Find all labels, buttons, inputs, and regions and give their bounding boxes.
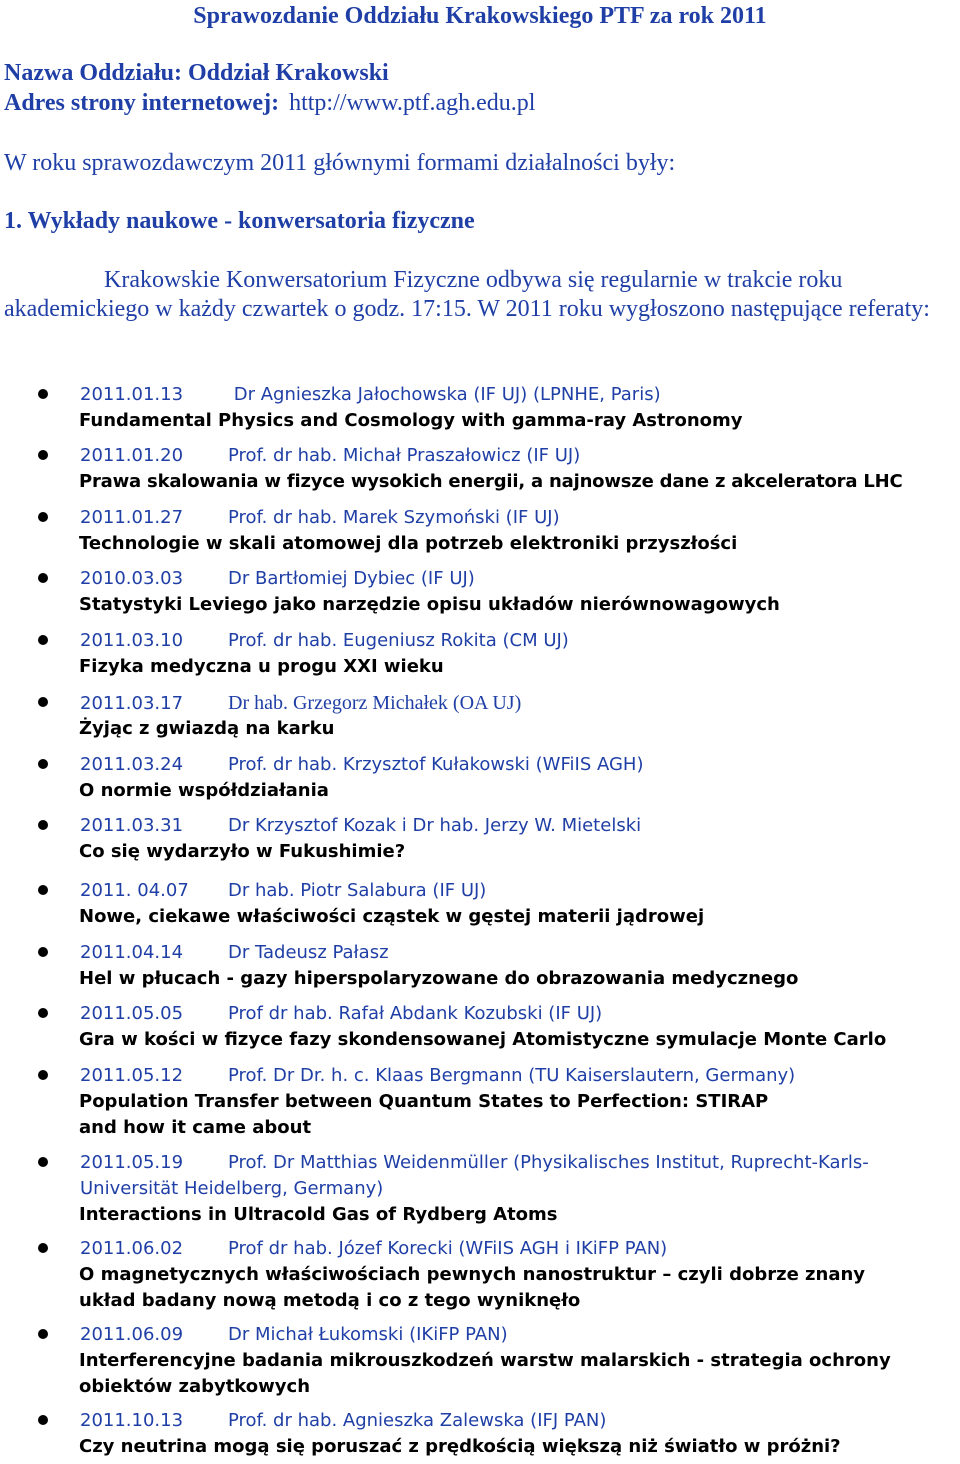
talk-title: O normie współdziałania [79, 780, 329, 801]
talk-speaker: Dr Michał Łukomski (IKiFP PAN) [228, 1324, 508, 1345]
talk-date: 2011. 04.07 [80, 880, 189, 901]
talk-title-continued: obiektów zabytkowych [79, 1376, 311, 1397]
talk-title: O magnetycznych właściwościach pewnych nanostruktur – czyli dobrze znany [79, 1264, 866, 1285]
website-row [4, 88, 535, 118]
bullet-icon [38, 697, 48, 707]
talk-speaker: Dr hab. Grzegorz Michałek (OA UJ) [228, 692, 522, 714]
intro-text: W roku sprawozdawczym 2011 głównymi formami działalności były: [4, 150, 676, 176]
talk-title: Hel w płucach - gazy hiperspolaryzowane do obrazowania medycznego [79, 968, 799, 989]
talk-title: Interferencyjne badania mikrouszkodzeń warstw malarskich - strategia ochrony [79, 1350, 891, 1371]
talk-title: Czy neutrina mogą się poruszać z prędkością większą niż światło w próżni? [79, 1436, 841, 1457]
bullet-icon [38, 820, 48, 830]
talk-date: 2011.01.20 [80, 445, 184, 466]
talk-date: 2011.06.02 [80, 1238, 184, 1259]
talk-date: 2011.03.17 [80, 693, 184, 714]
talk-date: 2011.06.09 [80, 1324, 184, 1345]
talk-title: Interactions in Ultracold Gas of Rydberg Atoms [79, 1204, 558, 1225]
section-heading: 1. Wykłady naukowe - konwersatoria fizyczne [4, 208, 475, 234]
bullet-icon [38, 1008, 48, 1018]
bullet-icon [38, 1070, 48, 1080]
talk-title: Nowe, ciekawe właściwości cząstek w gęstej materii jądrowej [79, 906, 705, 927]
website-url-link[interactable]: http://www.ptf.agh.edu.pl [289, 90, 536, 116]
talk-date: 2011.04.14 [80, 942, 184, 963]
talk-speaker: Dr hab. Piotr Salabura (IF UJ) [228, 880, 487, 901]
talk-speaker: Prof. dr hab. Marek Szymoński (IF UJ) [228, 507, 560, 528]
talk-speaker: Dr Bartłomiej Dybiec (IF UJ) [228, 568, 475, 589]
talk-date: 2011.03.10 [80, 630, 184, 651]
bullet-icon [38, 1243, 48, 1253]
talk-date: 2011.05.05 [80, 1003, 184, 1024]
bullet-icon [38, 1157, 48, 1167]
talk-date: 2011.05.12 [80, 1065, 184, 1086]
talk-speaker: Prof. Dr Matthias Weidenmüller (Physikalisches Institut, Ruprecht-Karls- [228, 1152, 869, 1173]
talk-speaker-continued: Universität Heidelberg, Germany) [80, 1178, 384, 1199]
bullet-icon [38, 1329, 48, 1339]
talk-title: Żyjąc z gwiazdą na karku [79, 718, 335, 739]
talk-title: Population Transfer between Quantum States to Perfection: STIRAP [79, 1091, 769, 1112]
talk-date: 2011.05.19 [80, 1152, 184, 1173]
bullet-icon [38, 947, 48, 957]
talk-title: Technologie w skali atomowej dla potrzeb elektroniki przyszłości [79, 533, 738, 554]
talk-date: 2011.03.24 [80, 754, 184, 775]
bullet-icon [38, 635, 48, 645]
bullet-icon [38, 389, 48, 399]
bullet-icon [38, 512, 48, 522]
website-label: Adres strony internetowej: [4, 90, 280, 116]
document-title: Sprawozdanie Oddziału Krakowskiego PTF za rok 2011 [193, 3, 767, 29]
talk-title: Fundamental Physics and Cosmology with gamma-ray Astronomy [79, 410, 743, 431]
talk-title: Gra w kości w fizyce fazy skondensowanej Atomistyczne symulacje Monte Carlo [79, 1029, 887, 1050]
talk-speaker: Dr Krzysztof Kozak i Dr hab. Jerzy W. Mietelski [228, 815, 642, 836]
talk-speaker: Prof. dr hab. Michał Praszałowicz (IF UJ) [228, 445, 581, 466]
talk-date: 2011.01.27 [80, 507, 184, 528]
talk-title: Prawa skalowania w fizyce wysokich energii, a najnowsze dane z akceleratora LHC [79, 471, 903, 492]
talk-speaker: Prof. dr hab. Eugeniusz Rokita (CM UJ) [228, 630, 569, 651]
bullet-icon [38, 885, 48, 895]
talk-speaker: Prof. dr hab. Krzysztof Kułakowski (WFiIS AGH) [228, 754, 644, 775]
talk-speaker: Dr Tadeusz Pałasz [228, 942, 389, 963]
talk-title: Statystyki Leviego jako narzędzie opisu układów nierównowagowych [79, 594, 780, 615]
branch-name: Nazwa Oddziału: Oddział Krakowski [4, 60, 389, 86]
talk-speaker: Prof. Dr Dr. h. c. Klaas Bergmann (TU Kaiserslautern, Germany) [228, 1065, 796, 1086]
talk-title: Fizyka medyczna u progu XXI wieku [79, 656, 444, 677]
talk-title-continued: and how it came about [79, 1117, 312, 1138]
bullet-icon [38, 573, 48, 583]
talk-date: 2011.01.13 [80, 384, 184, 405]
talk-date: 2010.03.03 [80, 568, 184, 589]
talk-speaker: Prof. dr hab. Agnieszka Zalewska (IFJ PAN) [228, 1410, 607, 1431]
section-paragraph: Krakowskie Konwersatorium Fizyczne odbywa się regularnie w trakcie roku akademickiego w każdy czwartek o godz. 17:15. W 2011 roku wygłoszono następujące referaty: [4, 267, 930, 322]
talk-title-continued: układ badany nową metodą i co z tego wyniknęło [79, 1290, 581, 1311]
bullet-icon [38, 450, 48, 460]
talk-speaker: Dr Agnieszka Jałochowska (IF UJ) (LPNHE, Paris) [228, 384, 661, 405]
bullet-icon [38, 759, 48, 769]
talk-speaker: Prof dr hab. Rafał Abdank Kozubski (IF UJ) [228, 1003, 603, 1024]
talk-date: 2011.03.31 [80, 815, 184, 836]
talk-title: Co się wydarzyło w Fukushimie? [79, 841, 406, 862]
talk-speaker: Prof dr hab. Józef Korecki (WFiIS AGH i IKiFP PAN) [228, 1238, 668, 1259]
talk-date: 2011.10.13 [80, 1410, 184, 1431]
bullet-icon [38, 1415, 48, 1425]
